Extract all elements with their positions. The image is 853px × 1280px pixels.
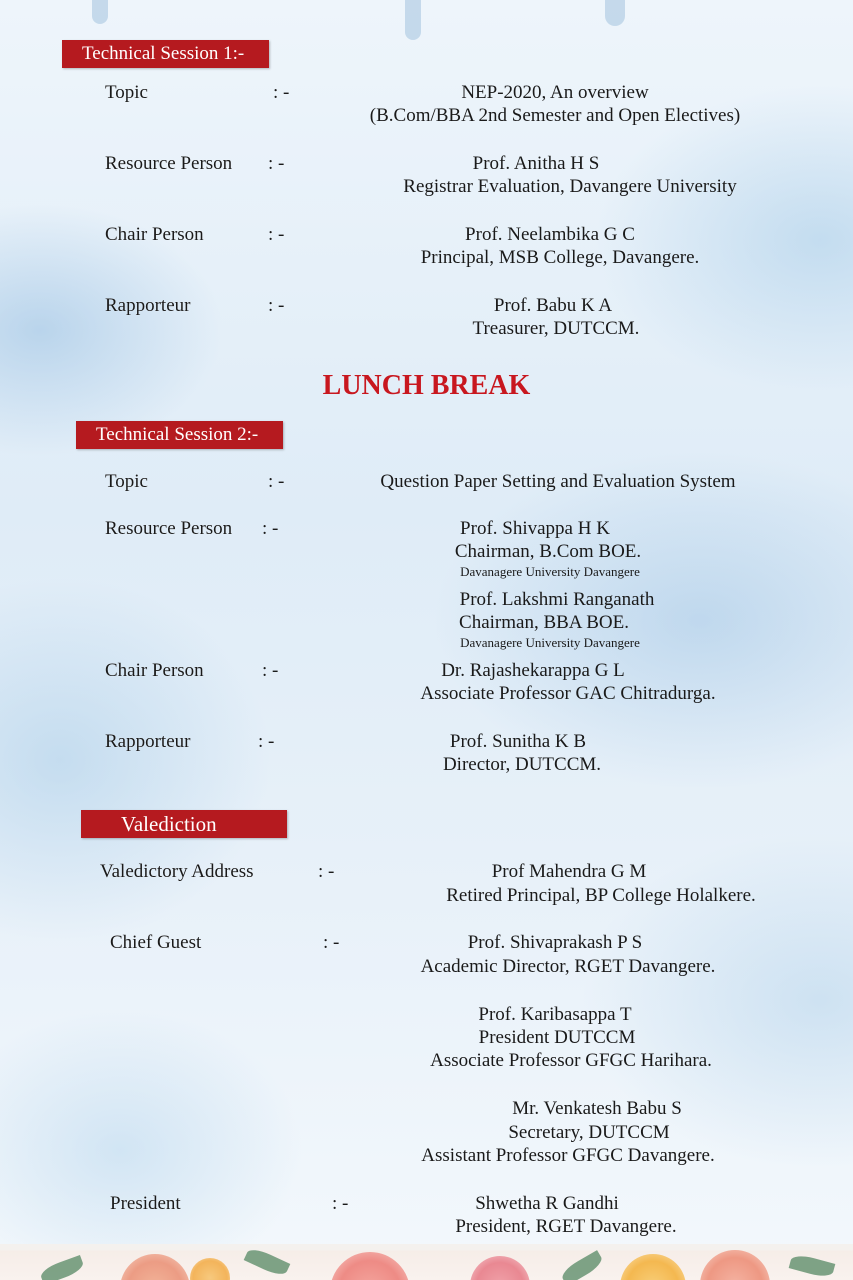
valedictory-address-role: Retired Principal, BP College Holalkere. [446,885,756,906]
session2-chair-name: Dr. Rajashekarappa G L [441,660,625,681]
session1-chair-role: Principal, MSB College, Davangere. [420,247,700,268]
session2-resource-label: Resource Person [105,518,233,539]
chief-guest-sep: : - [323,932,340,953]
chief-guest2-name: Prof. Karibasappa T [478,1004,632,1025]
leaf-decor [39,1255,86,1280]
session1-topic-line2: (B.Com/BBA 2nd Semester and Open Electives) [369,105,741,126]
session2-resource1-name: Prof. Shivappa H K [460,518,610,539]
session2-resource2-org: Davanagere University Davangere [460,635,640,650]
session2-resource2-role: Chairman, BBA BOE. [459,612,629,633]
president-label: President [110,1193,181,1214]
session2-chair-role: Associate Professor GAC Chitradurga. [420,683,716,704]
president-role: President, RGET Davangere. [455,1216,677,1237]
session2-resource1-org: Davanagere University Davangere [460,564,640,579]
session2-topic-sep: : - [268,471,285,492]
session1-resource-role: Registrar Evaluation, Davangere University [403,176,737,197]
valediction-banner: Valediction [81,810,287,838]
flower-decor [120,1254,190,1280]
session1-topic-line1: NEP-2020, An overview [461,82,649,103]
chief-guest1-role: Academic Director, RGET Davangere. [420,956,716,977]
valedictory-address-name: Prof Mahendra G M [491,861,647,882]
decor-drip [605,0,625,26]
flower-decor [190,1258,230,1280]
session2-rapporteur-sep: : - [258,731,275,752]
session1-chair-label: Chair Person [105,224,204,245]
valedictory-address-label: Valedictory Address [100,861,254,882]
session1-rapporteur-label: Rapporteur [105,295,191,316]
chief-guest2-role: President DUTCCM [478,1027,636,1048]
session2-resource2-name: Prof. Lakshmi Ranganath [459,589,655,610]
session2-resource1-role: Chairman, B.Com BOE. [454,541,642,562]
session1-rapporteur-name: Prof. Babu K A [493,295,613,316]
decor-drip [405,0,421,40]
session2-rapporteur-role: Director, DUTCCM. [442,754,602,775]
session1-banner: Technical Session 1:- [62,40,269,68]
leaf-decor [559,1250,605,1280]
president-name: Shwetha R Gandhi [475,1193,619,1214]
session1-resource-name: Prof. Anitha H S [472,153,600,174]
chief-guest-label: Chief Guest [110,932,202,953]
lunch-break-heading: LUNCH BREAK [322,370,531,401]
flower-decor [620,1254,686,1280]
chief-guest3-org: Assistant Professor GFGC Davangere. [421,1145,715,1166]
president-sep: : - [332,1193,349,1214]
flower-decor [330,1252,410,1280]
valedictory-address-sep: : - [318,861,335,882]
flower-decor [700,1250,770,1280]
decor-drip [92,0,108,24]
floral-footer [0,1244,853,1280]
leaf-decor [789,1253,836,1280]
session1-resource-sep: : - [268,153,285,174]
session2-topic-value: Question Paper Setting and Evaluation System [380,471,736,492]
session2-rapporteur-name: Prof. Sunitha K B [449,731,587,752]
chief-guest3-role: Secretary, DUTCCM [508,1122,670,1143]
session1-chair-sep: : - [268,224,285,245]
chief-guest1-name: Prof. Shivaprakash P S [467,932,643,953]
session2-rapporteur-label: Rapporteur [105,731,191,752]
session2-topic-label: Topic [105,471,148,492]
session1-rapporteur-role: Treasurer, DUTCCM. [472,318,640,339]
session2-chair-label: Chair Person [105,660,204,681]
session2-banner: Technical Session 2:- [76,421,283,449]
chief-guest3-name: Mr. Venkatesh Babu S [512,1098,682,1119]
flower-decor [470,1256,530,1280]
session1-chair-name: Prof. Neelambika G C [465,224,635,245]
leaf-decor [244,1245,291,1278]
session1-resource-label: Resource Person [105,153,233,174]
session1-topic-label: Topic [105,82,148,103]
session2-chair-sep: : - [262,660,279,681]
session2-resource-sep: : - [262,518,279,539]
session1-topic-sep: : - [273,82,290,103]
session1-rapporteur-sep: : - [268,295,285,316]
chief-guest2-org: Associate Professor GFGC Harihara. [430,1050,712,1071]
